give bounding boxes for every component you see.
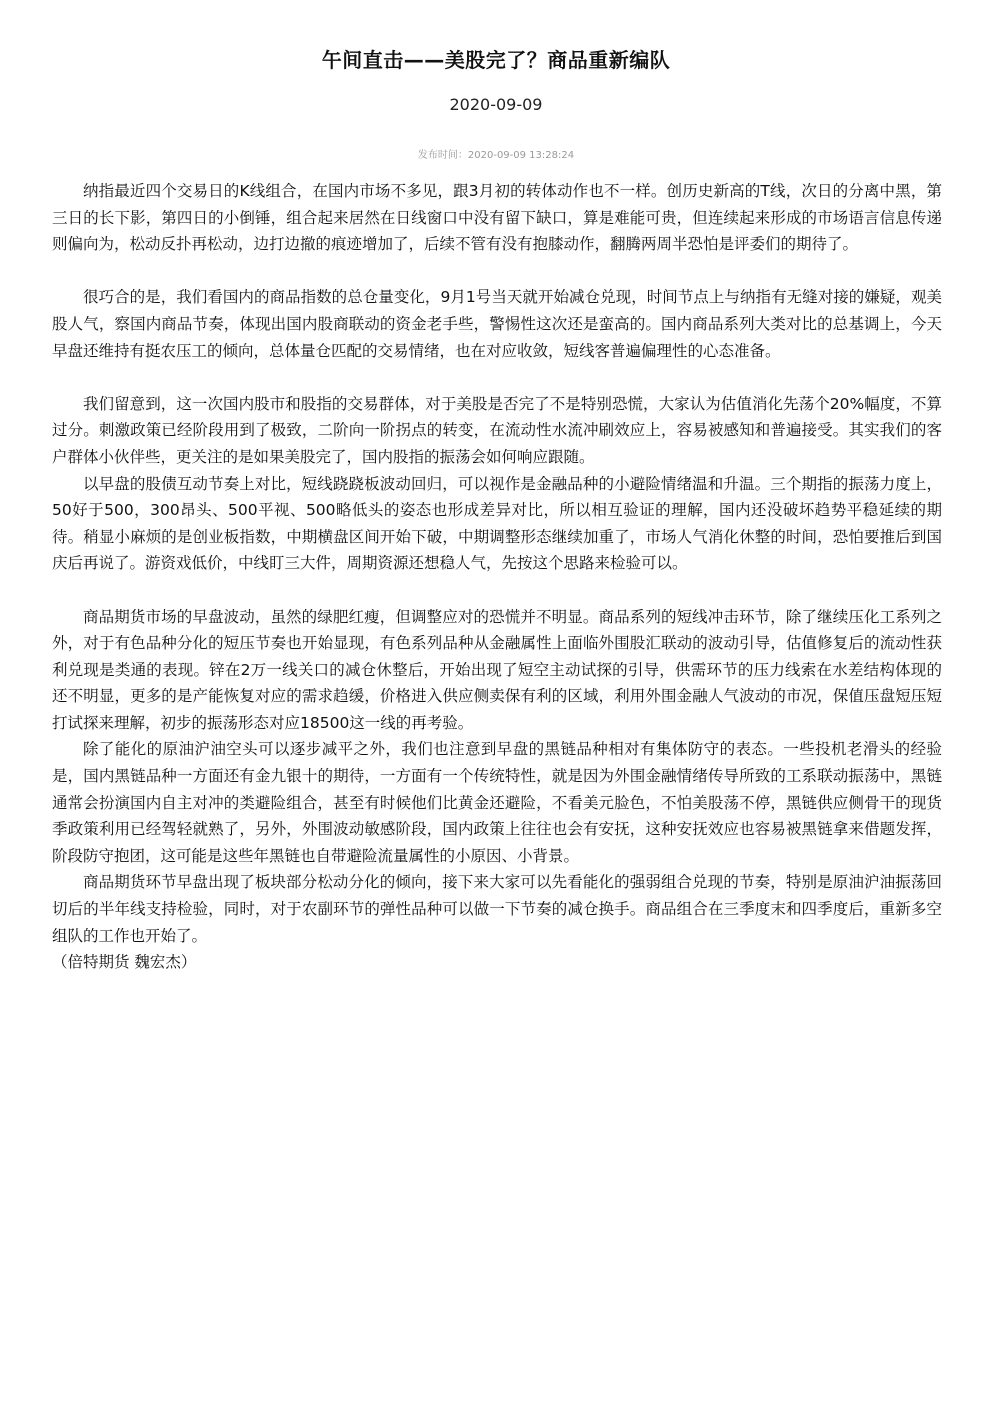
publish-time: 发布时间：2020-09-09 13:28:24 (417, 150, 575, 161)
paragraph-7: 商品期货环节早盘出现了板块部分松动分化的倾向，接下来大家可以先看能化的强弱组合兑现的节奏，特别是原油沪油振荡回切后的半年线支持检验，同时，对于农副环节的弹性品种可以做一下节奏的减仓换手。商品组合在三季度末和四季度后，重新多空组队的工作也开始了。 (52, 873, 942, 945)
paragraph-4: 以早盘的股债互动节奏上对比，短线跷跷板波动回归，可以视作是金融品种的小避险情绪温和升温。三个期指的振荡力度上，50好于500，300昂头、500平视、500略低头的姿态也形成差异对比，所以相互验证的理解，国内还没破坏趋势平稳延续的期待。稍显小麻烦的是创业板指数，中期横盘区间开始下破，中期调整形态继续加重了，市场人气消化休整的时间，恐怕要推后到国庆后再说了。游资戏低价，中线盯三大件，周期资源还想稳人气，先按这个思路来检验可以。 (52, 474, 942, 573)
paragraph-6: 除了能化的原油沪油空头可以逐步减平之外，我们也注意到早盘的黑链品种相对有集体防守的表态。一些投机老滑头的经验是，国内黑链品种一方面还有金九银十的期待，一方面有一个传统特性，就是因为外围金融情绪传导所致的工系联动振荡中，黑链通常会扮演国内自主对冲的类避险组合，甚至有时候他们比黄金还避险，不看美元脸色，不怕美股荡不停，黑链供应侧骨干的现货季政策利用已经驾轻就熟了，另外，外围波动敏感阶段，国内政策上往往也会有安抚，这种安抚效应也容易被黑链拿来借题发挥，阶段防守抱团，这可能是这些年黑链也自带避险流量属性的小原因、小背景。 (52, 740, 942, 865)
article-date: 2020-09-09 (449, 95, 543, 114)
paragraph-3: 我们留意到，这一次国内股市和股指的交易群体，对于美股是否完了不是特别恐慌，大家认为估值消化先荡个20%幅度，不算过分。刺激政策已经阶段用到了极致，二阶向一阶拐点的转变，在流动性水流冲刷效应上，容易被感知和普遍接受。其实我们的客户群体小伙伴些，更关注的是如果美股完了，国内股指的振荡会如何响应跟随。 (52, 394, 942, 466)
paragraph-2: 很巧合的是，我们看国内的商品指数的总仓量变化，9月1号当天就开始减仓兑现，时间节点上与纳指有无缝对接的嫌疑，观美股人气，察国内商品节奏，体现出国内股商联动的资金老手些，警惕性这次还是蛮高的。国内商品系列大类对比的总基调上，今天早盘还维持有挺农压工的倾向，总体量仓匹配的交易情绪，也在对应收敛，短线客普遍偏理性的心态准备。 (52, 288, 942, 360)
author-signature: （倍特期货 魏宏杰） (52, 953, 197, 972)
article-title: 午间直击——美股完了？商品重新编队 (321, 48, 671, 72)
paragraph-1: 纳指最近四个交易日的K线组合，在国内市场不多见，跟3月初的转体动作也不一样。创历史新高的T线，次日的分离中黑，第三日的长下影，第四日的小倒锤，组合起来居然在日线窗口中没有留下缺口，算是难能可贵，但连续起来形成的市场语言信息传递则偏向为，松动反扑再松动，边打边撤的痕迹增加了，后续不管有没有抱膝动作，翻腾两周半恐怕是评委们的期待了。 (52, 182, 942, 254)
paragraph-5: 商品期货市场的早盘波动，虽然的绿肥红瘦，但调整应对的恐慌并不明显。商品系列的短线冲击环节，除了继续压化工系列之外，对于有色品种分化的短压节奏也开始显现，有色系列品种从金融属性上面临外围股汇联动的波动引导，估值修复后的流动性获利兑现是类通的表现。锌在2万一线关口的减仓休整后，开始出现了短空主动试探的引导，供需环节的压力线索在水差结构体现的还不明显，更多的是产能恢复对应的需求趋缓，价格进入供应侧卖保有利的区域，利用外围金融人气波动的市况，保值压盘短压短打试探来理解，初步的振荡形态对应18500这一线的再考验。 (52, 607, 942, 732)
article-body (52, 178, 942, 976)
